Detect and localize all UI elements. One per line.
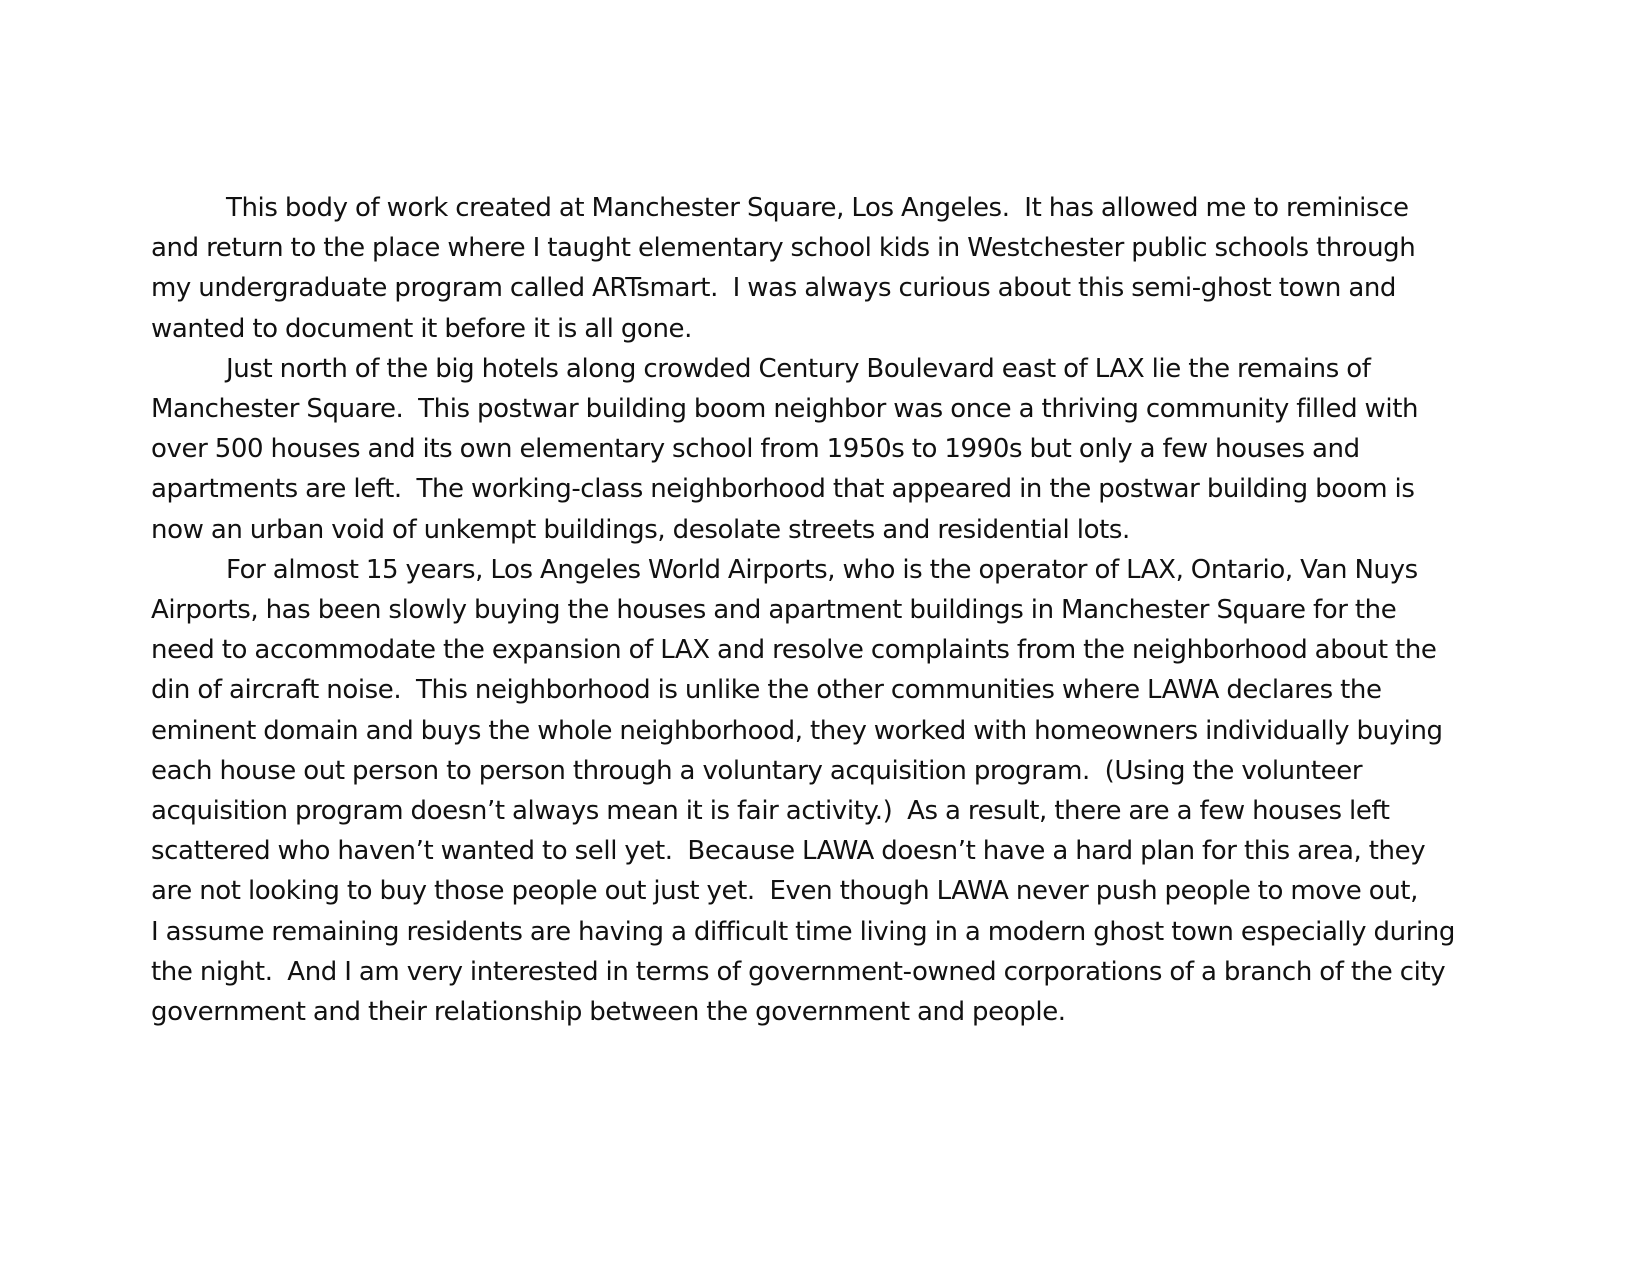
paragraph-3-line-6: each house out person to person through a voluntary acquisition program. (Using the volunteer — [151, 755, 1363, 786]
paragraph-3-line-7: acquisition program doesn’t always mean it is fair activity.) As a result, there are a few houses left — [151, 796, 1390, 827]
paragraph-1-line-1: This body of work created at Manchester Square, Los Angeles. It has allowed me to reminisce — [226, 193, 1409, 223]
paragraph-3-line-3: need to accommodate the expansion of LAX and resolve complaints from the neighborhood about the — [151, 635, 1437, 666]
paragraph-3-line-11: the night. And I am very interested in terms of government-owned corporations of a branch of the city — [151, 956, 1446, 987]
paragraph-2-line-5: now an urban void of unkempt buildings, desolate streets and residential lots. — [151, 514, 1130, 545]
paragraph-3-line-10: I assume remaining residents are having a difficult time living in a modern ghost town especially during — [151, 916, 1455, 947]
paragraph-1-line-3: my undergraduate program called ARTsmart. I was always curious about this semi-ghost town and — [151, 273, 1397, 304]
paragraph-3-line-2: Airports, has been slowly buying the houses and apartment buildings in Manchester Square for the — [151, 595, 1397, 626]
paragraph-3-line-8: scattered who haven’t wanted to sell yet. Because LAWA doesn’t have a hard plan for this area, they — [151, 836, 1426, 867]
paragraph-2-line-3: over 500 houses and its own elementary school from 1950s to 1990s but only a few houses and — [151, 434, 1360, 465]
paragraph-3-line-4: din of aircraft noise. This neighborhood is unlike the other communities where LAWA declares the — [151, 675, 1382, 706]
paragraph-2-line-4: apartments are left. The working-class neighborhood that appeared in the postwar building boom is — [151, 474, 1415, 505]
paragraph-2-line-1: Just north of the big hotels along crowded Century Boulevard east of LAX lie the remains of — [226, 353, 1371, 384]
paragraph-1-line-4: wanted to document it before it is all gone. — [151, 313, 692, 344]
paragraph-3-line-5: eminent domain and buys the whole neighborhood, they worked with homeowners individually buying — [151, 715, 1443, 746]
paragraph-3-line-12: government and their relationship between the government and people. — [151, 997, 1066, 1028]
document-body — [151, 188, 1511, 1032]
paragraph-1-line-2: and return to the place where I taught elementary school kids in Westchester public schools through — [151, 233, 1416, 264]
paragraph-3-line-9: are not looking to buy those people out just yet. Even though LAWA never push people to move out, — [151, 876, 1418, 907]
paragraph-3-line-1: For almost 15 years, Los Angeles World Airports, who is the operator of LAX, Ontario, Van Nuys — [226, 554, 1418, 585]
paragraph-2-line-2: Manchester Square. This postwar building boom neighbor was once a thriving community filled with — [151, 394, 1419, 425]
